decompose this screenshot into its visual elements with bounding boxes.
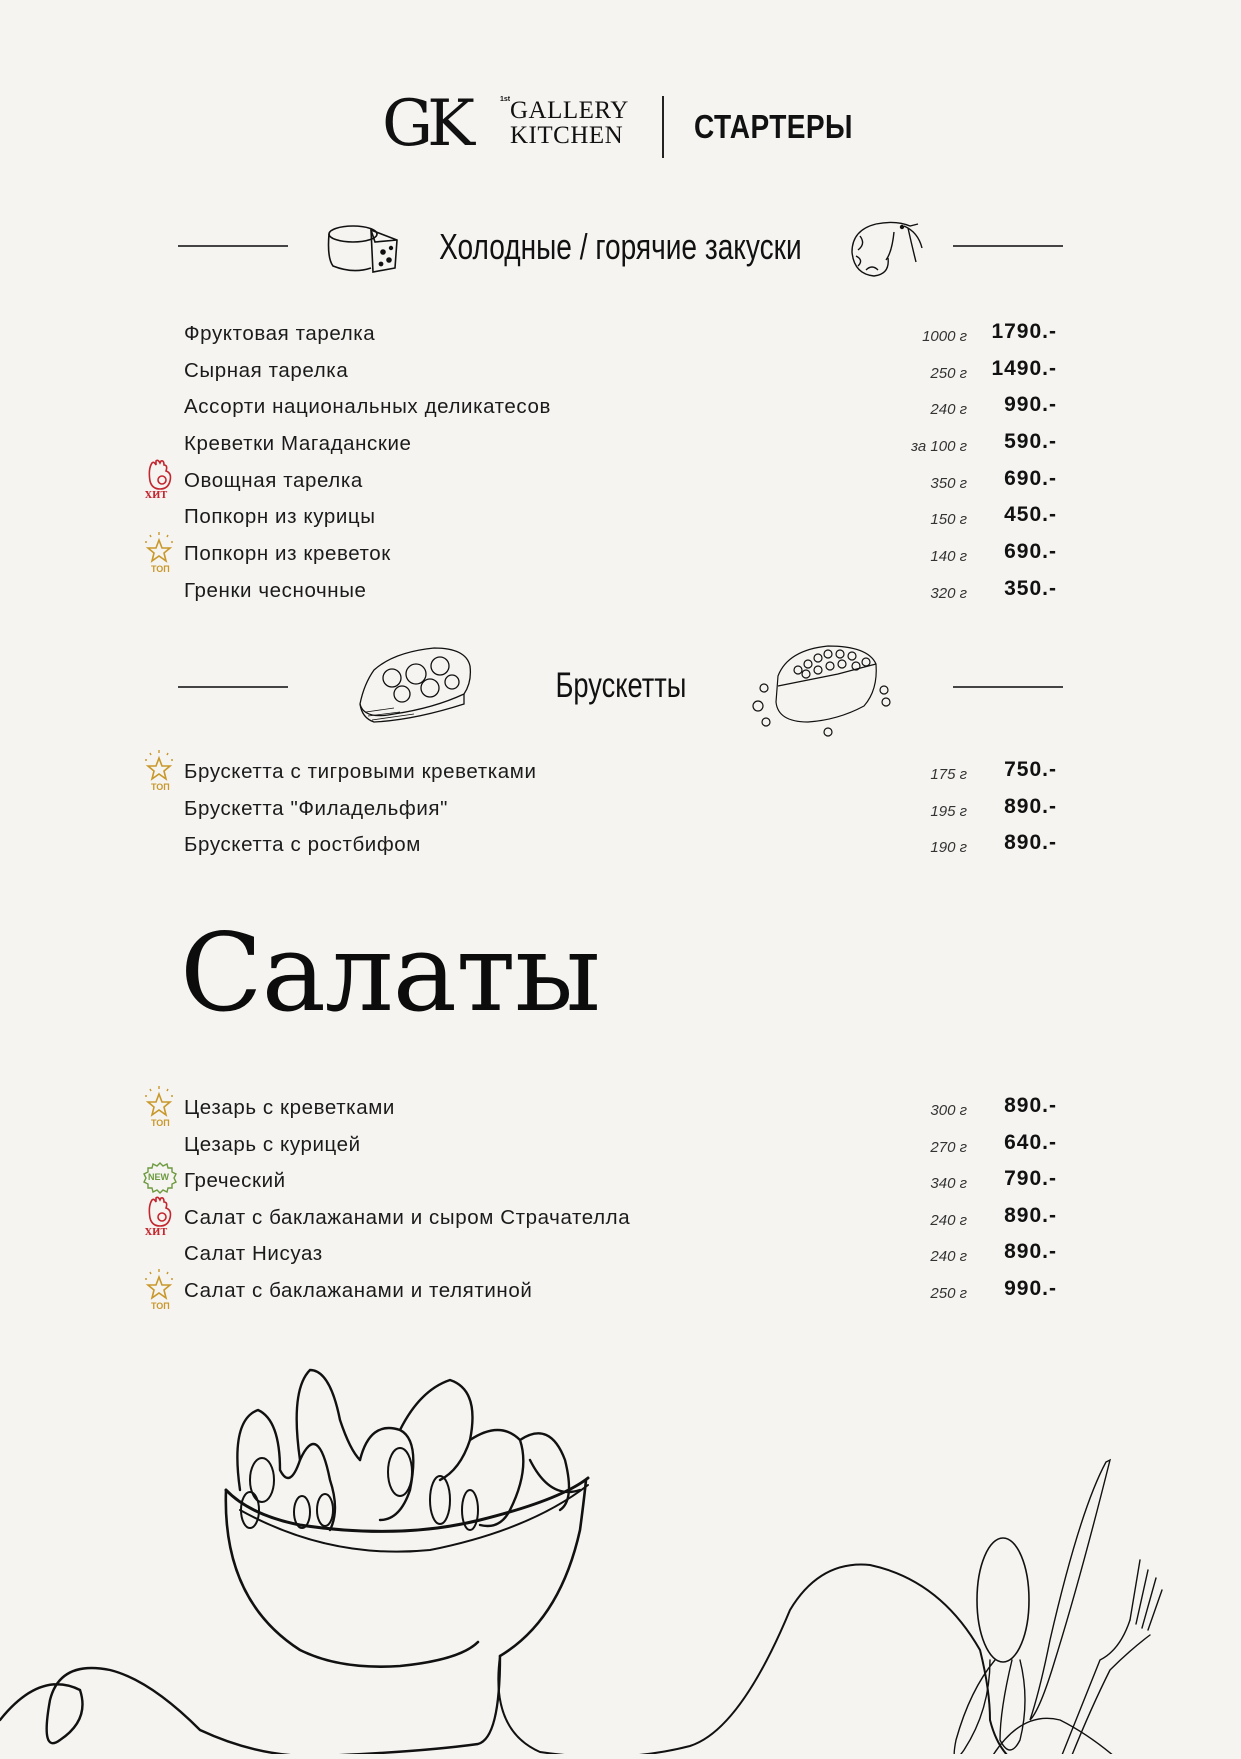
section-title: Брускетты xyxy=(555,666,686,705)
menu-item xyxy=(0,797,1241,833)
menu-item xyxy=(0,1206,1241,1242)
item-price: 890.- xyxy=(1004,1204,1057,1227)
item-weight: 250 г xyxy=(930,1285,967,1302)
menu-item xyxy=(0,469,1241,505)
item-name: Овощная тарелка xyxy=(184,469,363,492)
item-name: Салат Нисуаз xyxy=(184,1242,323,1265)
top-badge-icon xyxy=(142,1084,176,1130)
item-name: Цезарь с креветками xyxy=(184,1096,395,1119)
logo-mark: GK xyxy=(382,87,469,161)
hit-badge-icon xyxy=(142,1194,176,1240)
top-badge-icon xyxy=(142,748,176,794)
item-price: 890.- xyxy=(1004,831,1057,854)
item-weight: 1000 г xyxy=(922,328,967,345)
item-weight: 175 г xyxy=(930,766,967,783)
menu-item xyxy=(0,1279,1241,1315)
menu-item xyxy=(0,432,1241,468)
item-weight: 240 г xyxy=(930,401,967,418)
header-divider xyxy=(662,96,664,158)
item-name: Салат с баклажанами и телятиной xyxy=(184,1279,533,1302)
menu-item xyxy=(0,322,1241,358)
logo-line-1: GALLERY xyxy=(510,97,629,124)
hit-badge-icon xyxy=(142,457,176,503)
item-name: Греческий xyxy=(184,1169,286,1192)
item-weight: 240 г xyxy=(930,1212,967,1229)
logo-superscript: 1st xyxy=(500,96,511,103)
item-price: 890.- xyxy=(1004,795,1057,818)
new-badge-label: NEW xyxy=(148,1172,169,1182)
menu-item xyxy=(0,542,1241,578)
top-badge-label: ТОП xyxy=(151,564,170,574)
top-badge-icon xyxy=(142,1267,176,1313)
item-price: 640.- xyxy=(1004,1131,1057,1154)
item-price: 350.- xyxy=(1004,577,1057,600)
item-name: Брускетта с тигровыми креветками xyxy=(184,760,537,783)
item-price: 1790.- xyxy=(991,320,1057,343)
item-weight: 300 г xyxy=(930,1102,967,1119)
menu-item xyxy=(0,1242,1241,1278)
item-name: Брускетта "Филадельфия" xyxy=(184,797,448,820)
section-header-bruschetta xyxy=(0,640,1241,740)
menu-item xyxy=(0,505,1241,541)
page-title: СТАРТЕРЫ xyxy=(694,108,853,145)
divider-line-right xyxy=(953,686,1063,688)
item-price: 1490.- xyxy=(991,357,1057,380)
item-price: 750.- xyxy=(1004,758,1057,781)
item-price: 990.- xyxy=(1004,1277,1057,1300)
header xyxy=(0,87,1241,170)
item-price: 690.- xyxy=(1004,467,1057,490)
item-weight: 350 г xyxy=(930,475,967,492)
menu-item xyxy=(0,833,1241,869)
salad-bowl-cutlery-illustration xyxy=(0,1360,1241,1754)
item-name: Сырная тарелка xyxy=(184,359,349,382)
menu-item xyxy=(0,395,1241,431)
item-name: Цезарь с курицей xyxy=(184,1133,361,1156)
item-price: 690.- xyxy=(1004,540,1057,563)
hit-badge-label: ХИТ xyxy=(145,1228,168,1238)
item-name: Попкорн из курицы xyxy=(184,505,376,528)
item-name: Брускетта с ростбифом xyxy=(184,833,421,856)
item-name: Фруктовая тарелка xyxy=(184,322,376,345)
menu-item xyxy=(0,579,1241,615)
section-title: Холодные / горячие закуски xyxy=(439,226,802,267)
item-price: 990.- xyxy=(1004,393,1057,416)
item-price: 890.- xyxy=(1004,1240,1057,1263)
item-price: 790.- xyxy=(1004,1167,1057,1190)
item-name: Ассорти национальных деликатесов xyxy=(184,395,551,418)
divider-line-right xyxy=(953,245,1063,247)
menu-item xyxy=(0,1169,1241,1205)
item-weight: 240 г xyxy=(930,1248,967,1265)
item-name: Гренки чесночные xyxy=(184,579,367,602)
item-price: 590.- xyxy=(1004,430,1057,453)
shrimp-icon xyxy=(846,218,926,287)
item-price: 450.- xyxy=(1004,503,1057,526)
item-name: Салат с баклажанами и сыром Страчателла xyxy=(184,1206,631,1229)
hit-badge-label: ХИТ xyxy=(145,491,168,501)
item-name: Креветки Магаданские xyxy=(184,432,412,455)
item-weight: 140 г xyxy=(930,548,967,565)
item-weight: 250 г xyxy=(930,365,967,382)
menu-item xyxy=(0,359,1241,395)
logo-line-2: KITCHEN xyxy=(510,122,624,149)
item-price: 890.- xyxy=(1004,1094,1057,1117)
section-header-starters xyxy=(0,220,1241,280)
item-name: Попкорн из креветок xyxy=(184,542,391,565)
item-weight: за 100 г xyxy=(911,438,967,455)
logo-wordmark xyxy=(510,98,629,148)
top-badge-icon xyxy=(142,530,176,576)
item-weight: 190 г xyxy=(930,839,967,856)
menu-item xyxy=(0,760,1241,796)
item-weight: 195 г xyxy=(930,803,967,820)
top-badge-label: ТОП xyxy=(151,782,170,792)
menu-item xyxy=(0,1096,1241,1132)
caviar-bruschetta-icon xyxy=(748,640,898,745)
item-weight: 340 г xyxy=(930,1175,967,1192)
top-badge-label: ТОП xyxy=(151,1301,170,1311)
section-title-salads: Салаты xyxy=(180,911,600,1036)
menu-item xyxy=(0,1133,1241,1169)
item-weight: 320 г xyxy=(930,585,967,602)
top-badge-label: ТОП xyxy=(151,1118,170,1128)
item-weight: 270 г xyxy=(930,1139,967,1156)
item-weight: 150 г xyxy=(930,511,967,528)
